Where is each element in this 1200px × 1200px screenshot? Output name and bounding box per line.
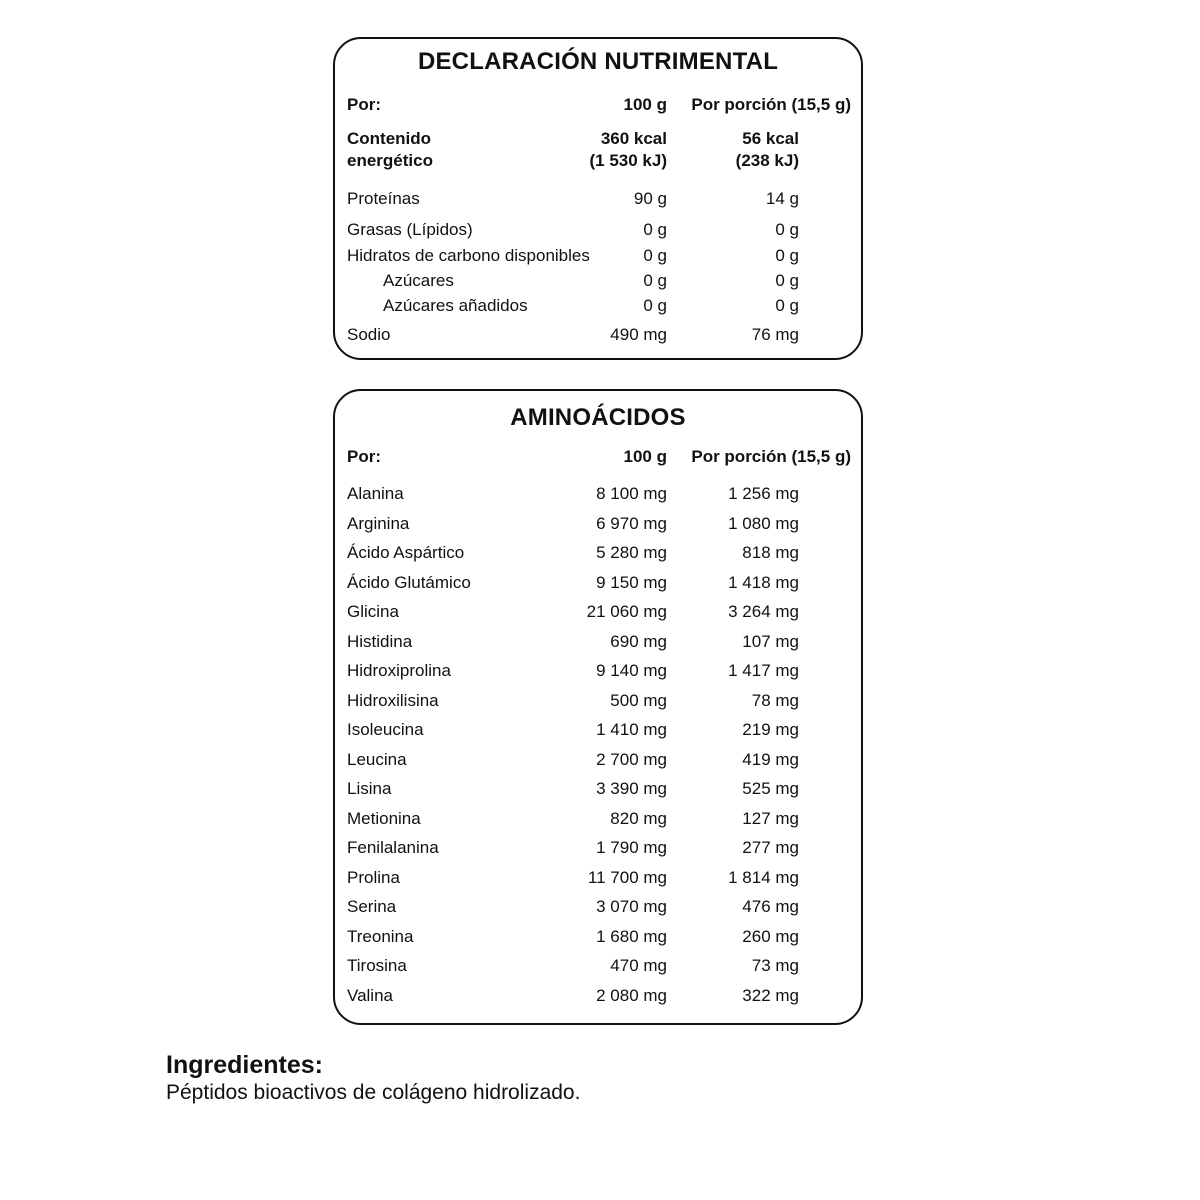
table-row <box>335 985 861 1007</box>
row-per100: 0 g <box>643 220 667 239</box>
ingredients-text: Péptidos bioactivos de colágeno hidrolizado. <box>166 1081 581 1104</box>
row-label: Treonina <box>347 926 414 946</box>
amino-header-label: Por: <box>347 447 381 466</box>
table-row <box>335 270 861 292</box>
row-per-serving: 3 264 mg <box>728 602 799 621</box>
row-per-serving: 260 mg <box>742 926 799 946</box>
row-per100: 500 mg <box>610 690 667 710</box>
table-row <box>335 660 861 682</box>
nutrition-title: DECLARACIÓN NUTRIMENTAL <box>417 48 779 75</box>
table-row <box>335 690 861 712</box>
table-row <box>335 631 861 653</box>
table-row <box>335 542 861 564</box>
amino-header-row <box>335 446 861 468</box>
table-row <box>335 601 861 623</box>
row-label: Histidina <box>347 631 413 651</box>
header-label: Por: <box>347 95 381 114</box>
row-per100: 820 mg <box>610 808 667 828</box>
table-row <box>335 483 861 505</box>
row-label: Arginina <box>347 513 410 533</box>
row-label: Metionina <box>347 808 421 828</box>
row-label: Sodio <box>347 325 391 344</box>
table-row <box>335 719 861 741</box>
row-per-serving: 1 080 mg <box>728 513 799 533</box>
row-per-serving: 76 mg <box>751 325 799 344</box>
row-per-serving: 419 mg <box>742 749 799 769</box>
row-per-serving: 107 mg <box>742 631 799 651</box>
row-per-serving: 0 g <box>775 296 799 315</box>
row-per-serving: 1 418 mg <box>728 572 799 592</box>
table-row <box>335 513 861 535</box>
row-per100: 9 150 mg <box>596 572 667 592</box>
row-label: Proteínas <box>347 189 420 208</box>
row-label: Grasas (Lípidos) <box>347 220 473 239</box>
row-label: Ácido Aspártico <box>347 543 465 562</box>
table-row <box>335 926 861 948</box>
row-label: Leucina <box>347 749 407 769</box>
row-per-serving: 0 g <box>775 246 799 265</box>
row-per100: 11 700 mg <box>587 867 667 887</box>
row-label: Glicina <box>347 602 399 621</box>
row-label: Tirosina <box>347 956 407 975</box>
ingredients-section <box>166 1050 580 1106</box>
row-per100: 6 970 mg <box>596 513 667 533</box>
row-per-serving: 14 g <box>765 189 799 208</box>
row-label: Prolina <box>347 867 400 887</box>
row-label: Azúcares añadidos <box>383 296 528 315</box>
row-per-serving: 818 mg <box>742 543 799 562</box>
row-per100: 3 070 mg <box>596 897 667 916</box>
row-per100: 2 080 mg <box>596 985 667 1005</box>
row-per100: 690 mg <box>610 631 667 651</box>
row-per-serving: 1 417 mg <box>728 661 799 680</box>
row-per100: 9 140 mg <box>596 661 667 680</box>
row-per100: 0 g <box>643 246 667 265</box>
energy-row-line2 <box>335 150 861 172</box>
table-row <box>335 749 861 771</box>
row-per-serving: 73 mg <box>751 956 799 975</box>
table-row <box>335 572 861 594</box>
energy-label-line2: energético <box>347 151 433 170</box>
table-row <box>335 955 861 977</box>
table-row <box>335 245 861 267</box>
row-label: Hidratos de carbono disponibles <box>347 246 590 265</box>
row-per100: 90 g <box>633 189 667 208</box>
row-per100: 21 060 mg <box>586 602 667 621</box>
row-per100: 1 410 mg <box>596 720 667 739</box>
row-per100: 1 680 mg <box>596 926 667 946</box>
header-per100: 100 g <box>623 95 667 114</box>
row-label: Alanina <box>347 484 404 503</box>
energy-per-serving-line1: 56 kcal <box>742 129 799 148</box>
energy-label-line1: Contenido <box>347 129 432 148</box>
row-per-serving: 219 mg <box>742 720 799 739</box>
row-label: Valina <box>347 985 393 1005</box>
row-per100: 2 700 mg <box>596 749 667 769</box>
table-row <box>335 778 861 800</box>
table-row <box>335 219 861 241</box>
row-per-serving: 476 mg <box>742 897 799 916</box>
table-row <box>335 808 861 830</box>
row-per-serving: 127 mg <box>742 808 799 828</box>
row-per100: 8 100 mg <box>596 484 667 503</box>
row-per100: 0 g <box>643 271 667 290</box>
row-label: Isoleucina <box>347 720 424 739</box>
nutrition-facts-panel <box>333 37 863 360</box>
row-per100: 470 mg <box>610 956 667 975</box>
table-row <box>335 896 861 918</box>
row-per100: 5 280 mg <box>596 543 667 562</box>
amino-header-per-serving: Por porción (15,5 g) <box>691 447 851 466</box>
row-label: Hidroxiprolina <box>347 661 451 680</box>
table-row <box>335 295 861 317</box>
row-label: Hidroxilisina <box>347 690 439 710</box>
row-label: Azúcares <box>383 271 454 290</box>
row-per-serving: 78 mg <box>751 690 799 710</box>
table-row <box>335 188 861 210</box>
energy-per100-line1: 360 kcal <box>600 129 667 148</box>
energy-per-serving-line2: (238 kJ) <box>735 151 799 170</box>
row-per-serving: 525 mg <box>742 779 799 798</box>
row-per-serving: 322 mg <box>742 985 799 1005</box>
amino-header-per100: 100 g <box>623 447 667 466</box>
table-row <box>335 867 861 889</box>
row-per100: 490 mg <box>610 325 667 344</box>
energy-row-line1 <box>335 128 861 150</box>
row-per-serving: 1 256 mg <box>728 484 799 503</box>
table-row <box>335 837 861 859</box>
row-label: Serina <box>347 897 397 916</box>
energy-per100-line2: (1 530 kJ) <box>589 151 667 170</box>
row-per100: 3 390 mg <box>596 779 667 798</box>
row-per-serving: 1 814 mg <box>728 867 799 887</box>
header-per-serving: Por porción (15,5 g) <box>691 95 851 114</box>
row-per-serving: 0 g <box>775 220 799 239</box>
row-per-serving: 277 mg <box>742 838 799 857</box>
ingredients-title: Ingredientes: <box>166 1051 323 1079</box>
amino-acids-panel <box>333 389 863 1025</box>
row-per100: 0 g <box>643 296 667 315</box>
row-label: Lisina <box>347 779 392 798</box>
row-per100: 1 790 mg <box>596 838 667 857</box>
nutrition-header-row <box>335 94 861 116</box>
row-per-serving: 0 g <box>775 271 799 290</box>
row-label: Ácido Glutámico <box>347 572 471 592</box>
table-row <box>335 324 861 346</box>
amino-title: AMINOÁCIDOS <box>510 404 686 431</box>
row-label: Fenilalanina <box>347 838 439 857</box>
